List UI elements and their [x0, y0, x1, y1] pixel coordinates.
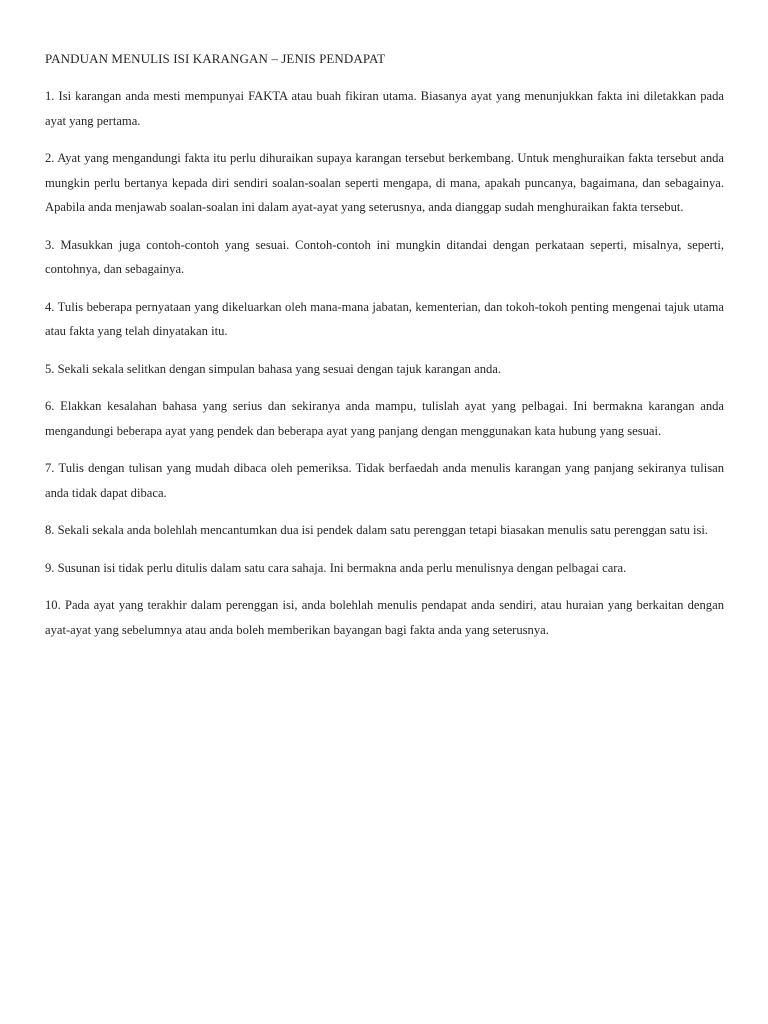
paragraph-1: 1. Isi karangan anda mesti mempunyai FAKTA atau buah fikiran utama. Biasanya ayat yang menunjukkan fakta ini diletakkan pada ayat yang pertama.: [45, 89, 724, 128]
paragraph-4: 4. Tulis beberapa pernyataan yang dikeluarkan oleh mana-mana jabatan, kementerian, dan tokoh-tokoh penting mengenai tajuk utama atau fakta yang telah dinyatakan itu.: [45, 299, 724, 338]
paragraph-8: 8. Sekali sekala anda bolehlah mencantumkan dua isi pendek dalam satu perenggan tetapi biasakan menulis satu perenggan satu isi.: [45, 523, 709, 537]
paragraph-2: 2. Ayat yang mengandungi fakta itu perlu dihuraikan supaya karangan tersebut berkembang. Untuk menghuraikan fakta tersebut anda mungkin perlu bertanya kepada diri sendiri soalan-soalan seperti mengapa, di mana, apakah puncanya, bagaimana, dan sebagainya. Apabila anda menjawab soalan-soalan ini dalam ayat-ayat yang seterusnya, anda dianggap sudah menghuraikan fakta tersebut.: [45, 151, 724, 214]
paragraph-9: 9. Susunan isi tidak perlu ditulis dalam satu cara sahaja. Ini bermakna anda perlu menulisnya dengan pelbagai cara.: [45, 560, 627, 575]
paragraph-6: 6. Elakkan kesalahan bahasa yang serius dan sekiranya anda mampu, tulislah ayat yang pelbagai. Ini bermakna karangan anda mengandungi beberapa ayat yang pendek dan beberapa ayat yang panjang dengan menggunakan kata hubung yang sesuai.: [45, 399, 724, 438]
paragraph-3: 3. Masukkan juga contoh-contoh yang sesuai. Contoh-contoh ini mungkin ditandai dengan perkataan seperti, misalnya, seperti, contohnya, dan sebagainya.: [45, 237, 724, 276]
paragraph-10: 10. Pada ayat yang terakhir dalam perenggan isi, anda bolehlah menulis pendapat anda sendiri, atau huraian yang berkaitan dengan ayat-ayat yang sebelumnya atau anda boleh memberikan bayangan bagi fakta anda yang seterusnya.: [45, 598, 724, 637]
paragraph-7: 7. Tulis dengan tulisan yang mudah dibaca oleh pemeriksa. Tidak berfaedah anda menulis karangan yang panjang sekiranya tulisan anda tidak dapat dibaca.: [45, 461, 724, 500]
paragraph-5: 5. Sekali sekala selitkan dengan simpulan bahasa yang sesuai dengan tajuk karangan anda.: [45, 361, 502, 376]
page-title: PANDUAN MENULIS ISI KARANGAN – JENIS PENDAPAT: [45, 51, 386, 66]
